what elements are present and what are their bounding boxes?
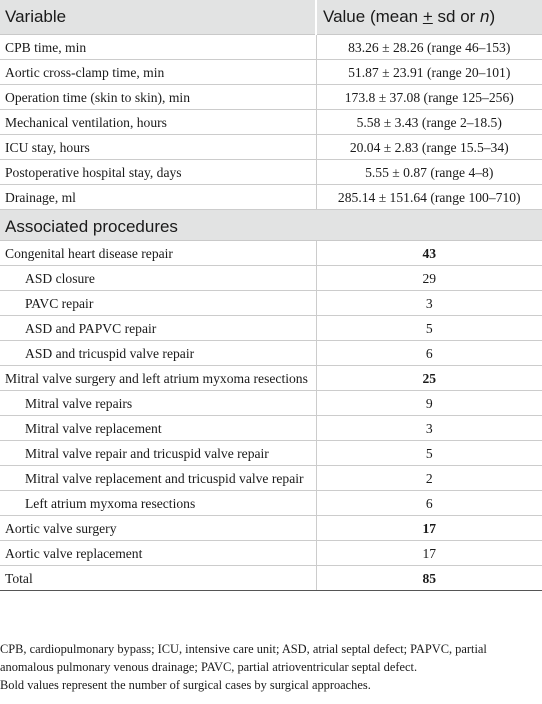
table-row	[0, 160, 542, 185]
header-variable: Variable	[0, 0, 316, 35]
procedure-label: PAVC repair	[0, 291, 316, 316]
table-row-total	[0, 566, 542, 591]
table-row	[0, 291, 542, 316]
procedure-value: 17	[316, 516, 542, 541]
procedure-label: Aortic valve surgery	[0, 516, 316, 541]
table-row	[0, 391, 542, 416]
table-row	[0, 491, 542, 516]
table-row	[0, 185, 542, 210]
header-value-n: n	[480, 7, 490, 26]
procedure-label: Left atrium myxoma resections	[0, 491, 316, 516]
table-row	[0, 316, 542, 341]
procedure-label: Mitral valve replacement	[0, 416, 316, 441]
table-row	[0, 466, 542, 491]
procedure-value: 3	[316, 291, 542, 316]
row-label: Aortic cross-clamp time, min	[0, 60, 316, 85]
row-label: CPB time, min	[0, 35, 316, 60]
procedure-value: 25	[316, 366, 542, 391]
total-value: 85	[316, 566, 542, 591]
row-label: Drainage, ml	[0, 185, 316, 210]
row-label: Mechanical ventilation, hours	[0, 110, 316, 135]
section-row-associated-procedures	[0, 210, 542, 241]
table-row	[0, 541, 542, 566]
table-row	[0, 516, 542, 541]
table-row	[0, 441, 542, 466]
procedure-value: 3	[316, 416, 542, 441]
table-row	[0, 60, 542, 85]
footnote-note: Bold values represent the number of surgical cases by surgical approaches.	[0, 678, 371, 692]
table-row	[0, 241, 542, 266]
procedure-value: 2	[316, 466, 542, 491]
procedure-label: Mitral valve repair and tricuspid valve repair	[0, 441, 316, 466]
row-label: ICU stay, hours	[0, 135, 316, 160]
procedure-label: Mitral valve replacement and tricuspid valve repair	[0, 466, 316, 491]
procedure-value: 29	[316, 266, 542, 291]
total-label: Total	[0, 566, 316, 591]
row-value: 173.8 ± 37.08 (range 125–256)	[316, 85, 542, 110]
header-value	[316, 0, 542, 35]
procedure-value: 6	[316, 491, 542, 516]
table-row	[0, 85, 542, 110]
table-row	[0, 341, 542, 366]
header-value-prefix: Value (mean	[323, 7, 423, 26]
header-value-middle: sd or	[432, 7, 481, 26]
row-value: 20.04 ± 2.83 (range 15.5–34)	[316, 135, 542, 160]
procedure-label: Mitral valve surgery and left atrium myxoma resections	[0, 366, 316, 391]
row-value: 83.26 ± 28.26 (range 46–153)	[316, 35, 542, 60]
procedure-label: ASD and PAPVC repair	[0, 316, 316, 341]
row-label: Operation time (skin to skin), min	[0, 85, 316, 110]
procedure-value: 17	[316, 541, 542, 566]
table-row	[0, 135, 542, 160]
procedure-value: 5	[316, 441, 542, 466]
procedure-value: 43	[316, 241, 542, 266]
header-value-pm: +	[422, 7, 433, 26]
procedure-label: Aortic valve replacement	[0, 541, 316, 566]
table-row	[0, 266, 542, 291]
procedure-label: ASD and tricuspid valve repair	[0, 341, 316, 366]
table-row	[0, 366, 542, 391]
procedure-label: Mitral valve repairs	[0, 391, 316, 416]
table-footnote	[0, 640, 542, 694]
row-value: 5.58 ± 3.43 (range 2–18.5)	[316, 110, 542, 135]
header-row	[0, 0, 542, 35]
footnote-abbreviations: CPB, cardiopulmonary bypass; ICU, intensive care unit; ASD, atrial septal defect; PAPVC, partial anomalous pulmonary venous drainage; PAVC, partial atrioventricular septal defect.	[0, 642, 487, 674]
table-row	[0, 110, 542, 135]
table-row	[0, 35, 542, 60]
row-value: 51.87 ± 23.91 (range 20–101)	[316, 60, 542, 85]
row-value: 285.14 ± 151.64 (range 100–710)	[316, 185, 542, 210]
row-label: Postoperative hospital stay, days	[0, 160, 316, 185]
section-title: Associated procedures	[0, 210, 542, 241]
header-value-suffix: )	[489, 7, 496, 26]
procedure-label: ASD closure	[0, 266, 316, 291]
procedure-value: 6	[316, 341, 542, 366]
procedure-value: 5	[316, 316, 542, 341]
row-value: 5.55 ± 0.87 (range 4–8)	[316, 160, 542, 185]
procedure-label: Congenital heart disease repair	[0, 241, 316, 266]
procedure-value: 9	[316, 391, 542, 416]
table-row	[0, 416, 542, 441]
